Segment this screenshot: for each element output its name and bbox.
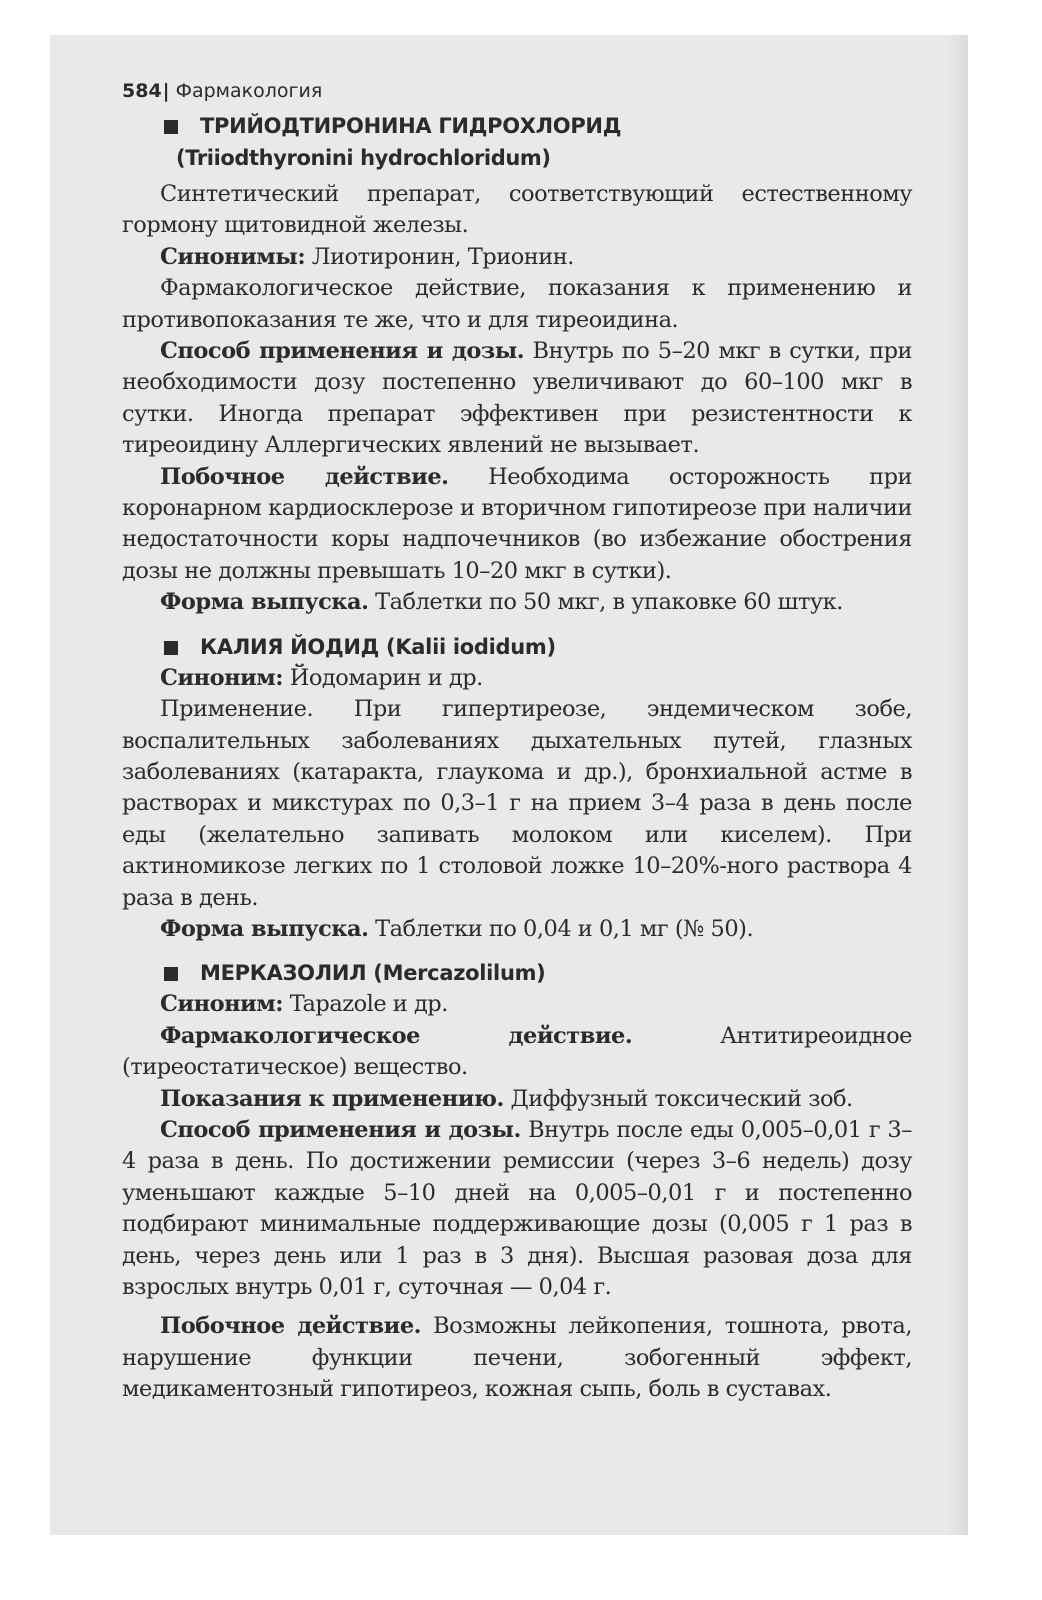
paragraph-label: Форма выпуска. xyxy=(160,915,369,942)
book-title: Фармакология xyxy=(175,80,323,102)
section-latin-name: (Triiodthyronini hydrochloridum) xyxy=(176,146,551,170)
paragraph: Способ применения и дозы. Внутрь после еды 0,005–0,01 г 3–4 раза в день. По достижении ремиссии (через 3–6 недель) дозу уменьшают каждые 5–10 дней на 0,005–0,01 г и постепенно подбирают минимальные поддерживающие дозы (0,005 г 1 раз в день, через день или 1 раз в 3 дня). Высшая разовая доза для взрослых внутрь 0,01 г, суточная — 0,04 г. xyxy=(122,1116,912,1300)
paragraph: Синоним: Йодомарин и др. xyxy=(160,664,483,691)
running-head xyxy=(122,74,912,108)
paragraph-label: Побочное действие. xyxy=(160,1313,421,1340)
page-number: 584 xyxy=(122,80,162,102)
paragraph: Способ применения и дозы. Внутрь по 5–20 мкг в сутки, при необходимости дозу постепенно увеличивают до 60–100 мкг в сутки. Иногда препарат эффективен при резистентности к тиреоидину Аллергических явлений не вызывает. xyxy=(122,338,912,459)
paragraph: Форма выпуска. Таблетки по 50 мкг, в упаковке 60 штук. xyxy=(160,589,843,616)
paragraph: Синоним: Tapazole и др. xyxy=(160,991,448,1018)
section-heading-triiodthyronine xyxy=(122,110,912,174)
paragraph: Применение. При гипертиреозе, эндемическом зобе, воспалительных заболеваниях дыхательных путей, глазных заболеваниях (катаракта, глаукома и др.), бронхиальной астме в растворах и микстурах по 0,3–1 г на прием 3–4 раза в день после еды (желательно запивать молоком или киселем). При актиномикозе легких по 1 столовой ложке 10–20%-ного раствора 4 раза в день. xyxy=(122,696,912,911)
paragraph: Показания к применению. Диффузный токсический зоб. xyxy=(160,1085,853,1112)
section-heading-mercazolilum xyxy=(122,957,912,989)
bullet-square-icon xyxy=(164,967,178,981)
section-heading-kalii-iodidum xyxy=(122,631,912,663)
section-title: ТРИЙОДТИРОНИНА ГИДРОХЛОРИД xyxy=(200,114,622,138)
paragraph: Синонимы: Лиотиронин, Трионин. xyxy=(160,243,574,270)
paragraph-label: Фармакологическое действие. xyxy=(160,1022,633,1049)
paragraph-label: Форма выпуска. xyxy=(160,589,369,616)
paragraph: Форма выпуска. Таблетки по 0,04 и 0,1 мг (№ 50). xyxy=(160,915,754,942)
paragraph-label: Синоним: xyxy=(160,664,284,691)
paragraph: Фармакологическое действие, показания к применению и противопоказания те же, что и для тиреоидина. xyxy=(122,275,912,333)
paragraph-label: Синоним: xyxy=(160,991,284,1018)
section-title: КАЛИЯ ЙОДИД (Kalii iodidum) xyxy=(200,634,556,659)
paragraph-label: Способ применения и дозы. xyxy=(160,338,525,365)
paragraph: Синтетический препарат, соответствующий естественному гормону щитовидной железы. xyxy=(122,181,912,239)
bullet-square-icon xyxy=(164,641,178,655)
paragraph: Побочное действие. Необходима осторожность при коронарном кардиосклерозе и вторичном гипотиреозе при наличии недостаточности коры надпочечников (во избежание обострения дозы не должны превышать 10–20 мкг в сутки). xyxy=(122,463,912,584)
paragraph-label: Синонимы: xyxy=(160,243,306,270)
paragraph-label: Побочное действие. xyxy=(160,463,449,490)
paragraph: Побочное действие. Возможны лейкопения, тошнота, рвота, нарушение функции печени, зобогенный эффект, медикаментозный гипотиреоз, кожная сыпь, боль в суставах. xyxy=(122,1313,912,1403)
section-title: МЕРКАЗОЛИЛ (Mercazolilum) xyxy=(200,961,546,986)
header-separator: | xyxy=(162,80,170,102)
paragraph-label: Показания к применению. xyxy=(160,1085,504,1112)
bullet-square-icon xyxy=(164,120,178,134)
page-content xyxy=(122,74,912,1406)
paragraph: Фармакологическое действие. Антитиреоидное (тиреостатическое) вещество. xyxy=(122,1022,912,1081)
paragraph-label: Способ применения и дозы. xyxy=(160,1116,521,1143)
